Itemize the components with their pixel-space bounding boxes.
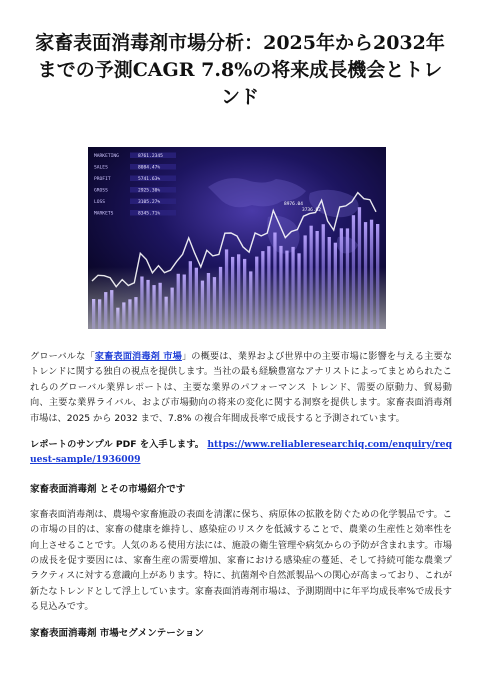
- ticker-name: MARKETS: [94, 211, 114, 217]
- hero-graphic: [88, 147, 386, 329]
- chart-value-label: 3736.02: [302, 208, 321, 213]
- ticker-value: 8345.71%: [138, 211, 161, 217]
- article-body: [30, 349, 452, 651]
- sample-request-link[interactable]: https://www.reliableresearchiq.com/enquiry/request-sample/1936009: [30, 439, 453, 466]
- section-introduction-body: 家畜表面消毒剤は、農場や家畜施設の表面を清潔に保ち、病原体の拡散を防ぐための化学製品です。この市場の目的は、家畜の健康を維持し、感染症のリスクを低減することで、農業の生産性と効率性を向上させることです。人気のある使用方法には、施設の衛生管理や病気からの予防が含まれます。市場の成長を促す要因には、家畜生産の需要増加、家畜における感染症の蔓延、そして持続可能な農業プラクティスに対する意識向上があります。特に、抗菌剤や自然派製品への関心が高まっており、これが新たなトレンドとして浮上しています。家畜表面消毒剤市場は、予測期間中に年平均成長率%で成長する見込みです。: [30, 508, 452, 613]
- intro-body-text: 」の概要は、業界および世界中の主要市場に影響を与える主要なトレンドに関する独自の視点を提供します。当社の最も経験豊富なアナリストによってまとめられたこれらのグローバル業界レポートは、主要な業界のパフォーマンス トレンド、需要の原動力、貿易動向、主要な業界ライバル、および市場動向の将来の変化に関する洞察を提供します。家畜表面消毒剤 市場は、2025 から 2032 まで、7.8% の複合年間成長率で成長すると予測されています。: [30, 351, 453, 424]
- intro-paragraph: [30, 349, 452, 426]
- hero-bottom-fade: [88, 267, 386, 329]
- intro-lead-text: グローバルな「: [30, 351, 95, 362]
- ticker-value: 2925.30%: [138, 188, 161, 194]
- ticker-name: GROSS: [94, 188, 108, 194]
- chart-value-label: 8976.04: [284, 202, 303, 207]
- ticker-name: PROFIT: [94, 177, 111, 182]
- page-title: 家畜表面消毒剤市場分析：2025年から2032年までの予測CAGR 7.8%の将来成長機会とトレンド: [35, 32, 445, 108]
- ticker-value: 5741.63%: [138, 177, 161, 182]
- ticker-value: 3105.27%: [138, 200, 161, 205]
- ticker-value: 8761.2345: [138, 154, 163, 159]
- ticker-name: MARKETING: [94, 154, 119, 159]
- market-keyword-link[interactable]: 家畜表面消毒剤 市場: [94, 351, 182, 362]
- ticker-value: 8084.47%: [138, 165, 161, 171]
- sample-pdf-label: レポートのサンプル PDF を入手します。: [30, 439, 205, 451]
- section-heading-segmentation: 家畜表面消毒剤 市場セグメンテーション: [30, 627, 204, 639]
- section-heading-introduction: 家畜表面消毒剤 とその市場紹介です: [30, 483, 186, 495]
- ticker-name: SALES: [94, 165, 108, 171]
- sample-pdf-line: [30, 437, 452, 468]
- ticker-name: LOSS: [94, 200, 106, 205]
- market-chart-image: [88, 147, 386, 329]
